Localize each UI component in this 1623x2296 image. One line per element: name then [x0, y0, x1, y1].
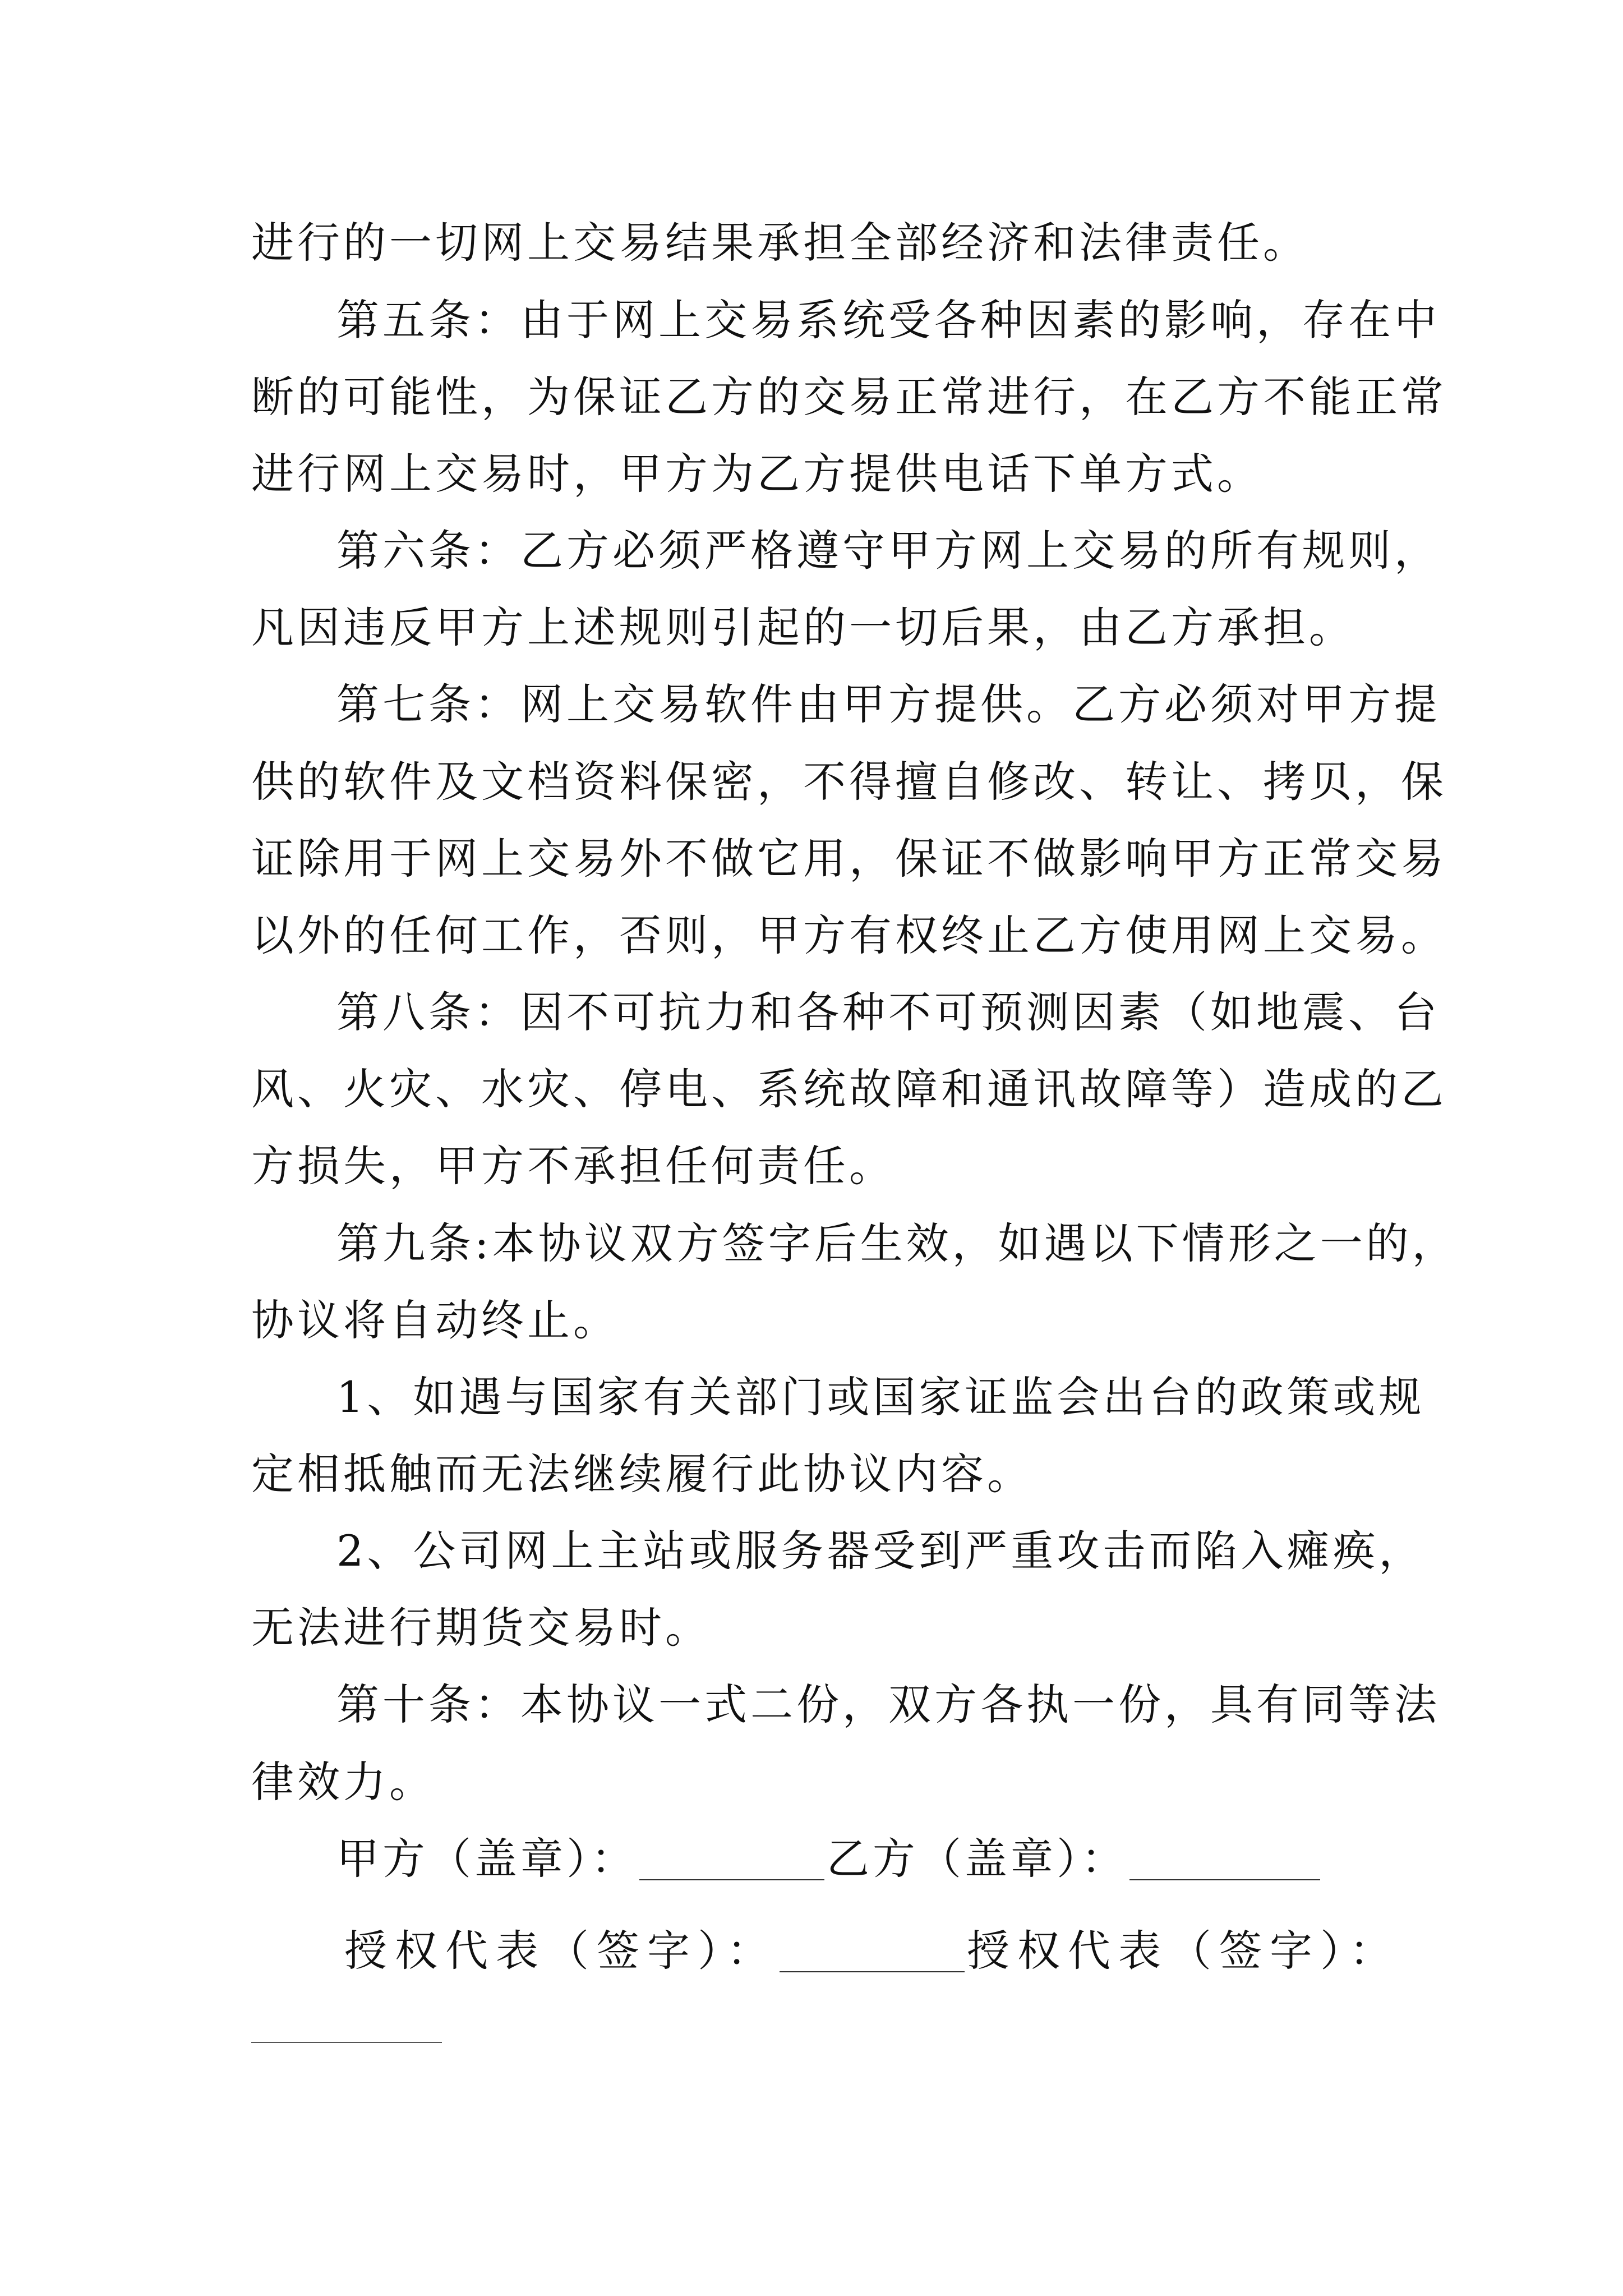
text-line: 第十条：本协议一式二份，双方各执一份，具有同等法	[336, 1680, 1440, 1729]
text-line: 证除用于网上交易外不做它用，保证不做影响甲方正常交易	[251, 834, 1447, 884]
text-line: 供的软件及文档资料保密，不得擅自修改、转让、拷贝，保	[251, 757, 1447, 807]
rep-b-sign-blank	[251, 2042, 442, 2043]
text-line: 无法进行期货交易时。	[251, 1603, 711, 1653]
text-line: 进行网上交易时，甲方为乙方提供电话下单方式。	[251, 449, 1263, 499]
text-line: 第七条：网上交易软件由甲方提供。乙方必须对甲方提	[336, 679, 1440, 729]
text-line: 第五条：由于网上交易系统受各种因素的影响，存在中	[336, 295, 1440, 345]
seal-line	[336, 1834, 1322, 1884]
party-b-seal-blank	[1129, 1843, 1320, 1880]
party-b-seal-label: 乙方（盖章）：	[827, 1834, 1127, 1884]
text-line: 第六条：乙方必须严格遵守甲方网上交易的所有规则，	[336, 526, 1440, 576]
text-line: 方损失，甲方不承担任何责任。	[251, 1141, 895, 1191]
party-a-seal-label: 甲方（盖章）：	[336, 1834, 637, 1884]
party-a-seal-blank	[639, 1843, 824, 1880]
rep-b-sign-label: 授权代表（签字）：	[967, 1926, 1400, 1976]
text-line: 2、公司网上主站或服务器受到严重攻击而陷入瘫痪，	[336, 1526, 1425, 1576]
text-line: 以外的任何工作，否则，甲方有权终止乙方使用网上交易。	[251, 910, 1447, 960]
text-line: 断的可能性，为保证乙方的交易正常进行，在乙方不能正常	[251, 372, 1447, 422]
text-line: 定相抵触而无法继续履行此协议内容。	[251, 1449, 1033, 1499]
text-line: 进行的一切网上交易结果承担全部经济和法律责任。	[251, 218, 1309, 268]
text-line: 律效力。	[251, 1757, 435, 1807]
text-line: 第八条：因不可抗力和各种不可预测因素（如地震、台	[336, 987, 1440, 1037]
text-line: 1、如遇与国家有关部门或国家证监会出台的政策或规	[336, 1372, 1425, 1422]
rep-a-sign-blank	[780, 1935, 965, 1972]
text-line: 第九条:本协议双方签字后生效，如遇以下情形之一的，	[336, 1218, 1458, 1268]
text-line: 协议将自动终止。	[251, 1295, 619, 1345]
signature-line	[344, 1926, 1400, 1976]
text-line: 风、火灾、水灾、停电、系统故障和通讯故障等）造成的乙	[251, 1064, 1447, 1114]
rep-a-sign-label: 授权代表（签字）：	[344, 1926, 777, 1976]
text-line: 凡因违反甲方上述规则引起的一切后果，由乙方承担。	[251, 602, 1355, 652]
